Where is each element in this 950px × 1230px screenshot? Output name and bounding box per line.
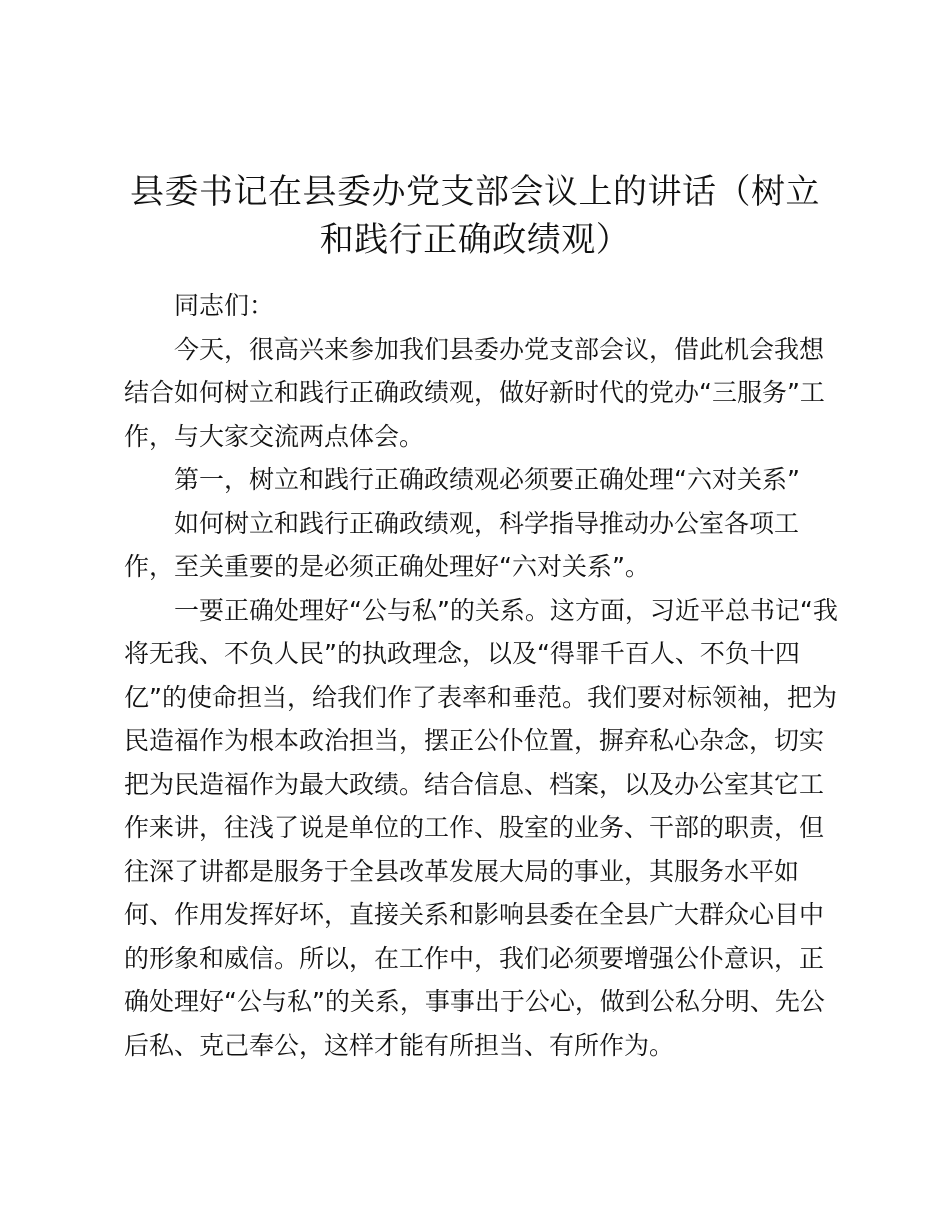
paragraph-line: 的形象和威信。所以，在工作中，我们必须要增强公仆意识，正 bbox=[124, 943, 825, 973]
title-line-1: 县委书记在县委办党支部会议上的讲话（树立 bbox=[130, 172, 820, 212]
paragraph-line: 确处理好“公与私”的关系，事事出于公心，做到公私分明、先公 bbox=[124, 987, 825, 1016]
section-heading: 第一，树立和践行正确政绩观必须要正确处理“六对关系” bbox=[174, 465, 800, 494]
paragraph-line: 后私、克己奉公，这样才能有所担当、有所作为。 bbox=[124, 1030, 675, 1060]
paragraph-line: 民造福作为根本政治担当，摆正公仆位置，摒弃私心杂念，切实 bbox=[124, 726, 825, 755]
paragraph-line: 结合如何树立和践行正确政绩观，做好新时代的党办“三服务”工 bbox=[124, 378, 825, 407]
paragraph-line: 把为民造福作为最大政绩。结合信息、档案，以及办公室其它工 bbox=[124, 769, 825, 799]
document-body bbox=[124, 284, 836, 1067]
paragraph-line: 作，与大家交流两点体会。 bbox=[124, 421, 425, 451]
paragraph-line: 作，至关重要的是必须正确处理好“六对关系”。 bbox=[124, 552, 650, 581]
paragraph-line: 一要正确处理好“公与私”的关系。这方面，习近平总书记“我 bbox=[174, 595, 838, 625]
paragraph-line: 亿”的使命担当，给我们作了表率和垂范。我们要对标领袖，把为 bbox=[124, 682, 837, 712]
paragraph-line: 将无我、不负人民”的执政理念，以及“得罪千百人、不负十四 bbox=[124, 639, 800, 668]
document-title bbox=[120, 168, 830, 264]
paragraph-line: 如何树立和践行正确政绩观，科学指导推动办公室各项工 bbox=[174, 508, 800, 538]
paragraph-line: 今天，很高兴来参加我们县委办党支部会议，借此机会我想 bbox=[174, 334, 825, 364]
paragraph-line: 往深了讲都是服务于全县改革发展大局的事业，其服务水平如 bbox=[124, 856, 800, 886]
title-line-2: 和践行正确政绩观） bbox=[319, 220, 631, 260]
salutation: 同志们： bbox=[174, 291, 275, 320]
paragraph-line: 作来讲，往浅了说是单位的工作、股室的业务、干部的职责，但 bbox=[124, 813, 825, 842]
paragraph-line: 何、作用发挥好坏，直接关系和影响县委在全县广大群众心目中 bbox=[124, 900, 825, 929]
